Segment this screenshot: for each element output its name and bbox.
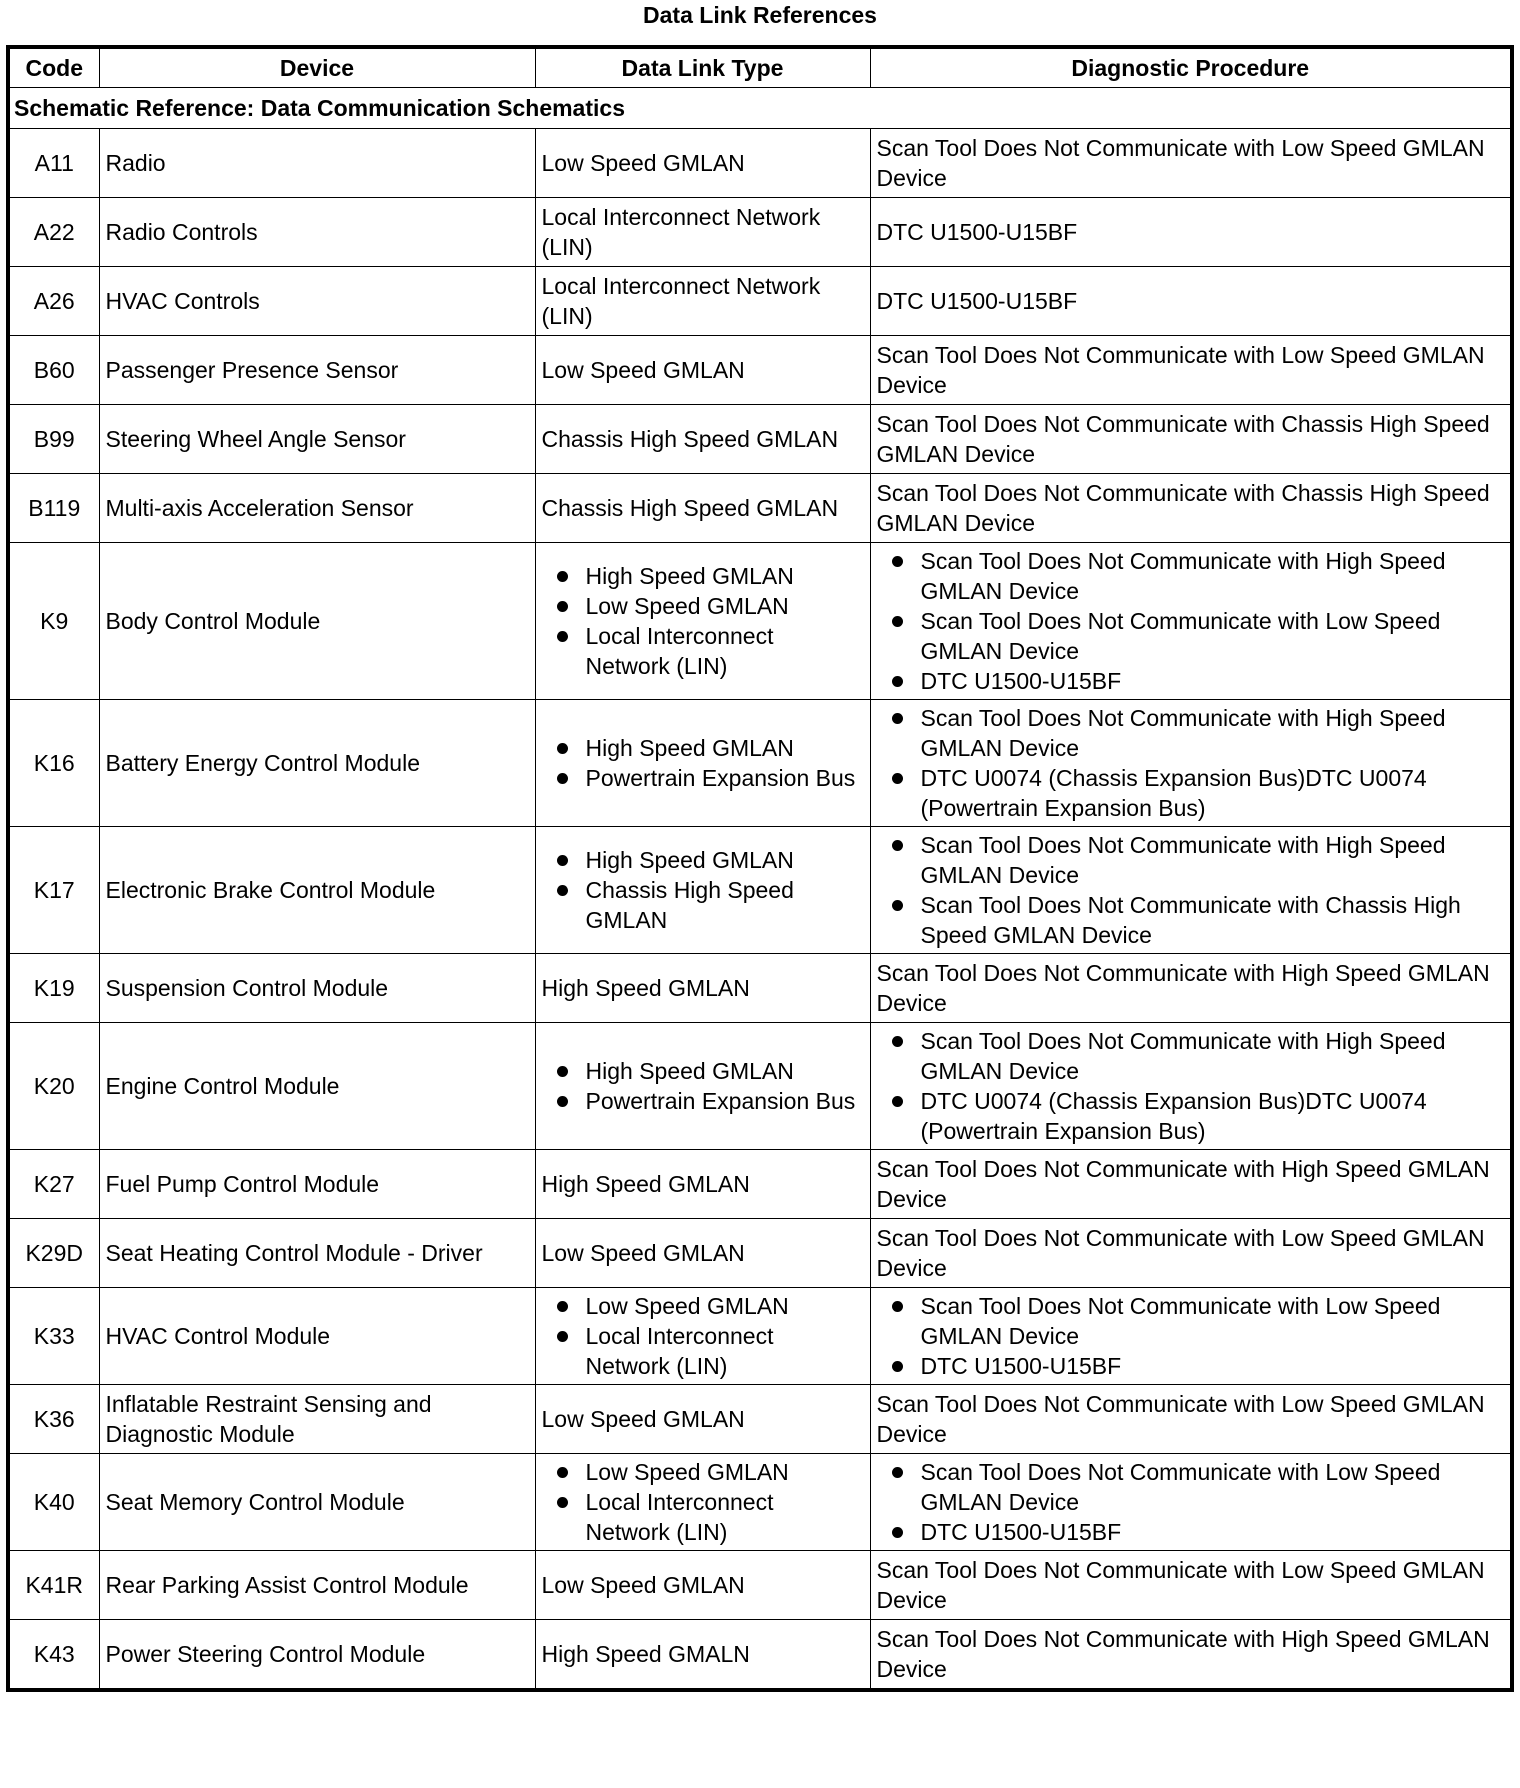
procedure-list-item: Scan Tool Does Not Communicate with High Speed GMLAN Device — [921, 830, 1505, 890]
procedure-list-item: Scan Tool Does Not Communicate with High Speed GMLAN Device — [921, 546, 1505, 606]
device-cell: HVAC Controls — [99, 267, 535, 336]
data-link-type-cell: Chassis High Speed GMLAN — [535, 405, 870, 474]
data-link-type-cell: Low Speed GMLAN — [535, 1551, 870, 1620]
header-row — [8, 47, 1512, 88]
code-cell: K27 — [8, 1150, 99, 1219]
link-list-item: Powertrain Expansion Bus — [586, 1086, 864, 1116]
procedure-list — [877, 546, 1505, 696]
link-list-item: Local Interconnect Network (LIN) — [586, 1321, 864, 1381]
schematic-reference: Schematic Reference: Data Communication Schematics — [8, 88, 1512, 129]
table-row — [8, 405, 1512, 474]
diagnostic-procedure-cell: Scan Tool Does Not Communicate with Low Speed GMLAN Device — [870, 1551, 1512, 1620]
device-cell: Rear Parking Assist Control Module — [99, 1551, 535, 1620]
data-link-table — [6, 45, 1514, 1692]
table-row — [8, 827, 1512, 954]
table-row — [8, 700, 1512, 827]
device-cell: Steering Wheel Angle Sensor — [99, 405, 535, 474]
header-code: Code — [8, 47, 99, 88]
link-list — [542, 1457, 864, 1547]
code-cell: A22 — [8, 198, 99, 267]
procedure-list-item: DTC U1500-U15BF — [921, 666, 1505, 696]
device-cell: Power Steering Control Module — [99, 1620, 535, 1691]
diagnostic-procedure-cell: Scan Tool Does Not Communicate with Chassis High Speed GMLAN Device — [870, 405, 1512, 474]
code-cell: K40 — [8, 1454, 99, 1551]
device-cell: Suspension Control Module — [99, 954, 535, 1023]
device-cell: Seat Heating Control Module - Driver — [99, 1219, 535, 1288]
device-cell: Body Control Module — [99, 543, 535, 700]
procedure-list-item: Scan Tool Does Not Communicate with High Speed GMLAN Device — [921, 1026, 1505, 1086]
header-device: Device — [99, 47, 535, 88]
data-link-type-cell: High Speed GMALN — [535, 1620, 870, 1691]
table-row — [8, 1288, 1512, 1385]
device-cell: Inflatable Restraint Sensing and Diagnostic Module — [99, 1385, 535, 1454]
code-cell: K16 — [8, 700, 99, 827]
diagnostic-procedure-cell — [870, 700, 1512, 827]
table-row — [8, 198, 1512, 267]
code-cell: B99 — [8, 405, 99, 474]
diagnostic-procedure-cell: Scan Tool Does Not Communicate with Low Speed GMLAN Device — [870, 1385, 1512, 1454]
data-link-type-cell — [535, 700, 870, 827]
diagnostic-procedure-cell: Scan Tool Does Not Communicate with High Speed GMLAN Device — [870, 1150, 1512, 1219]
link-list-item: Local Interconnect Network (LIN) — [586, 621, 864, 681]
link-list-item: Powertrain Expansion Bus — [586, 763, 864, 793]
table-row — [8, 1150, 1512, 1219]
diagnostic-procedure-cell: Scan Tool Does Not Communicate with Chassis High Speed GMLAN Device — [870, 474, 1512, 543]
diagnostic-procedure-cell — [870, 1454, 1512, 1551]
code-cell: K17 — [8, 827, 99, 954]
section-row — [8, 88, 1512, 129]
code-cell: A11 — [8, 129, 99, 198]
table-row — [8, 1023, 1512, 1150]
data-link-type-cell: High Speed GMLAN — [535, 1150, 870, 1219]
link-list-item: Low Speed GMLAN — [586, 1457, 864, 1487]
data-link-type-cell — [535, 1288, 870, 1385]
diagnostic-procedure-cell: Scan Tool Does Not Communicate with Low Speed GMLAN Device — [870, 336, 1512, 405]
link-list — [542, 1056, 864, 1116]
procedure-list — [877, 1457, 1505, 1547]
code-cell: K41R — [8, 1551, 99, 1620]
procedure-list — [877, 830, 1505, 950]
link-list-item: High Speed GMLAN — [586, 845, 864, 875]
link-list — [542, 733, 864, 793]
procedure-list — [877, 1291, 1505, 1381]
procedure-list-item: Scan Tool Does Not Communicate with High Speed GMLAN Device — [921, 703, 1505, 763]
table-row — [8, 954, 1512, 1023]
device-cell: Electronic Brake Control Module — [99, 827, 535, 954]
device-cell: Radio Controls — [99, 198, 535, 267]
procedure-list — [877, 703, 1505, 823]
diagnostic-procedure-cell — [870, 1023, 1512, 1150]
table-row — [8, 1454, 1512, 1551]
code-cell: K9 — [8, 543, 99, 700]
diagnostic-procedure-cell — [870, 1288, 1512, 1385]
diagnostic-procedure-cell — [870, 827, 1512, 954]
code-cell: K29D — [8, 1219, 99, 1288]
table-row — [8, 474, 1512, 543]
device-cell: Fuel Pump Control Module — [99, 1150, 535, 1219]
link-list-item: Low Speed GMLAN — [586, 591, 864, 621]
link-list-item: Low Speed GMLAN — [586, 1291, 864, 1321]
link-list — [542, 845, 864, 935]
data-link-type-cell — [535, 827, 870, 954]
code-cell: B119 — [8, 474, 99, 543]
header-diagnostic-procedure: Diagnostic Procedure — [870, 47, 1512, 88]
page-title: Data Link References — [643, 2, 877, 28]
diagnostic-procedure-cell: DTC U1500-U15BF — [870, 198, 1512, 267]
data-link-type-cell — [535, 1454, 870, 1551]
diagnostic-procedure-cell: Scan Tool Does Not Communicate with Low Speed GMLAN Device — [870, 1219, 1512, 1288]
data-link-type-cell: Low Speed GMLAN — [535, 1385, 870, 1454]
code-cell: K33 — [8, 1288, 99, 1385]
procedure-list-item: DTC U1500-U15BF — [921, 1517, 1505, 1547]
link-list-item: Local Interconnect Network (LIN) — [586, 1487, 864, 1547]
code-cell: K43 — [8, 1620, 99, 1691]
diagnostic-procedure-cell: DTC U1500-U15BF — [870, 267, 1512, 336]
link-list — [542, 1291, 864, 1381]
code-cell: A26 — [8, 267, 99, 336]
diagnostic-procedure-cell: Scan Tool Does Not Communicate with High Speed GMLAN Device — [870, 954, 1512, 1023]
device-cell: Battery Energy Control Module — [99, 700, 535, 827]
data-link-type-cell — [535, 543, 870, 700]
device-cell: Multi-axis Acceleration Sensor — [99, 474, 535, 543]
table-row — [8, 1219, 1512, 1288]
procedure-list-item: Scan Tool Does Not Communicate with Chassis High Speed GMLAN Device — [921, 890, 1505, 950]
device-cell: Seat Memory Control Module — [99, 1454, 535, 1551]
device-cell: Engine Control Module — [99, 1023, 535, 1150]
procedure-list-item: DTC U0074 (Chassis Expansion Bus)DTC U0074 (Powertrain Expansion Bus) — [921, 1086, 1505, 1146]
code-cell: B60 — [8, 336, 99, 405]
header-data-link-type: Data Link Type — [535, 47, 870, 88]
data-link-type-cell: Low Speed GMLAN — [535, 336, 870, 405]
procedure-list — [877, 1026, 1505, 1146]
procedure-list-item: Scan Tool Does Not Communicate with Low Speed GMLAN Device — [921, 1291, 1505, 1351]
table-row — [8, 543, 1512, 700]
device-cell: Radio — [99, 129, 535, 198]
link-list-item: Chassis High Speed GMLAN — [586, 875, 864, 935]
data-link-type-cell: Low Speed GMLAN — [535, 129, 870, 198]
procedure-list-item: Scan Tool Does Not Communicate with Low Speed GMLAN Device — [921, 1457, 1505, 1517]
table-row — [8, 129, 1512, 198]
diagnostic-procedure-cell — [870, 543, 1512, 700]
device-cell: HVAC Control Module — [99, 1288, 535, 1385]
link-list-item: High Speed GMLAN — [586, 561, 864, 591]
procedure-list-item: DTC U1500-U15BF — [921, 1351, 1505, 1381]
table-row — [8, 1385, 1512, 1454]
table-row — [8, 336, 1512, 405]
link-list-item: High Speed GMLAN — [586, 733, 864, 763]
link-list-item: High Speed GMLAN — [586, 1056, 864, 1086]
diagnostic-procedure-cell: Scan Tool Does Not Communicate with High Speed GMLAN Device — [870, 1620, 1512, 1691]
code-cell: K36 — [8, 1385, 99, 1454]
device-cell: Passenger Presence Sensor — [99, 336, 535, 405]
table-row — [8, 1551, 1512, 1620]
diagnostic-procedure-cell: Scan Tool Does Not Communicate with Low Speed GMLAN Device — [870, 129, 1512, 198]
table-row — [8, 1620, 1512, 1691]
procedure-list-item: DTC U0074 (Chassis Expansion Bus)DTC U0074 (Powertrain Expansion Bus) — [921, 763, 1505, 823]
data-link-type-cell: Local Interconnect Network (LIN) — [535, 198, 870, 267]
data-link-type-cell — [535, 1023, 870, 1150]
code-cell: K19 — [8, 954, 99, 1023]
table-row — [8, 267, 1512, 336]
data-link-type-cell: Low Speed GMLAN — [535, 1219, 870, 1288]
data-link-type-cell: Chassis High Speed GMLAN — [535, 474, 870, 543]
code-cell: K20 — [8, 1023, 99, 1150]
link-list — [542, 561, 864, 681]
data-link-type-cell: High Speed GMLAN — [535, 954, 870, 1023]
procedure-list-item: Scan Tool Does Not Communicate with Low Speed GMLAN Device — [921, 606, 1505, 666]
data-link-type-cell: Local Interconnect Network (LIN) — [535, 267, 870, 336]
